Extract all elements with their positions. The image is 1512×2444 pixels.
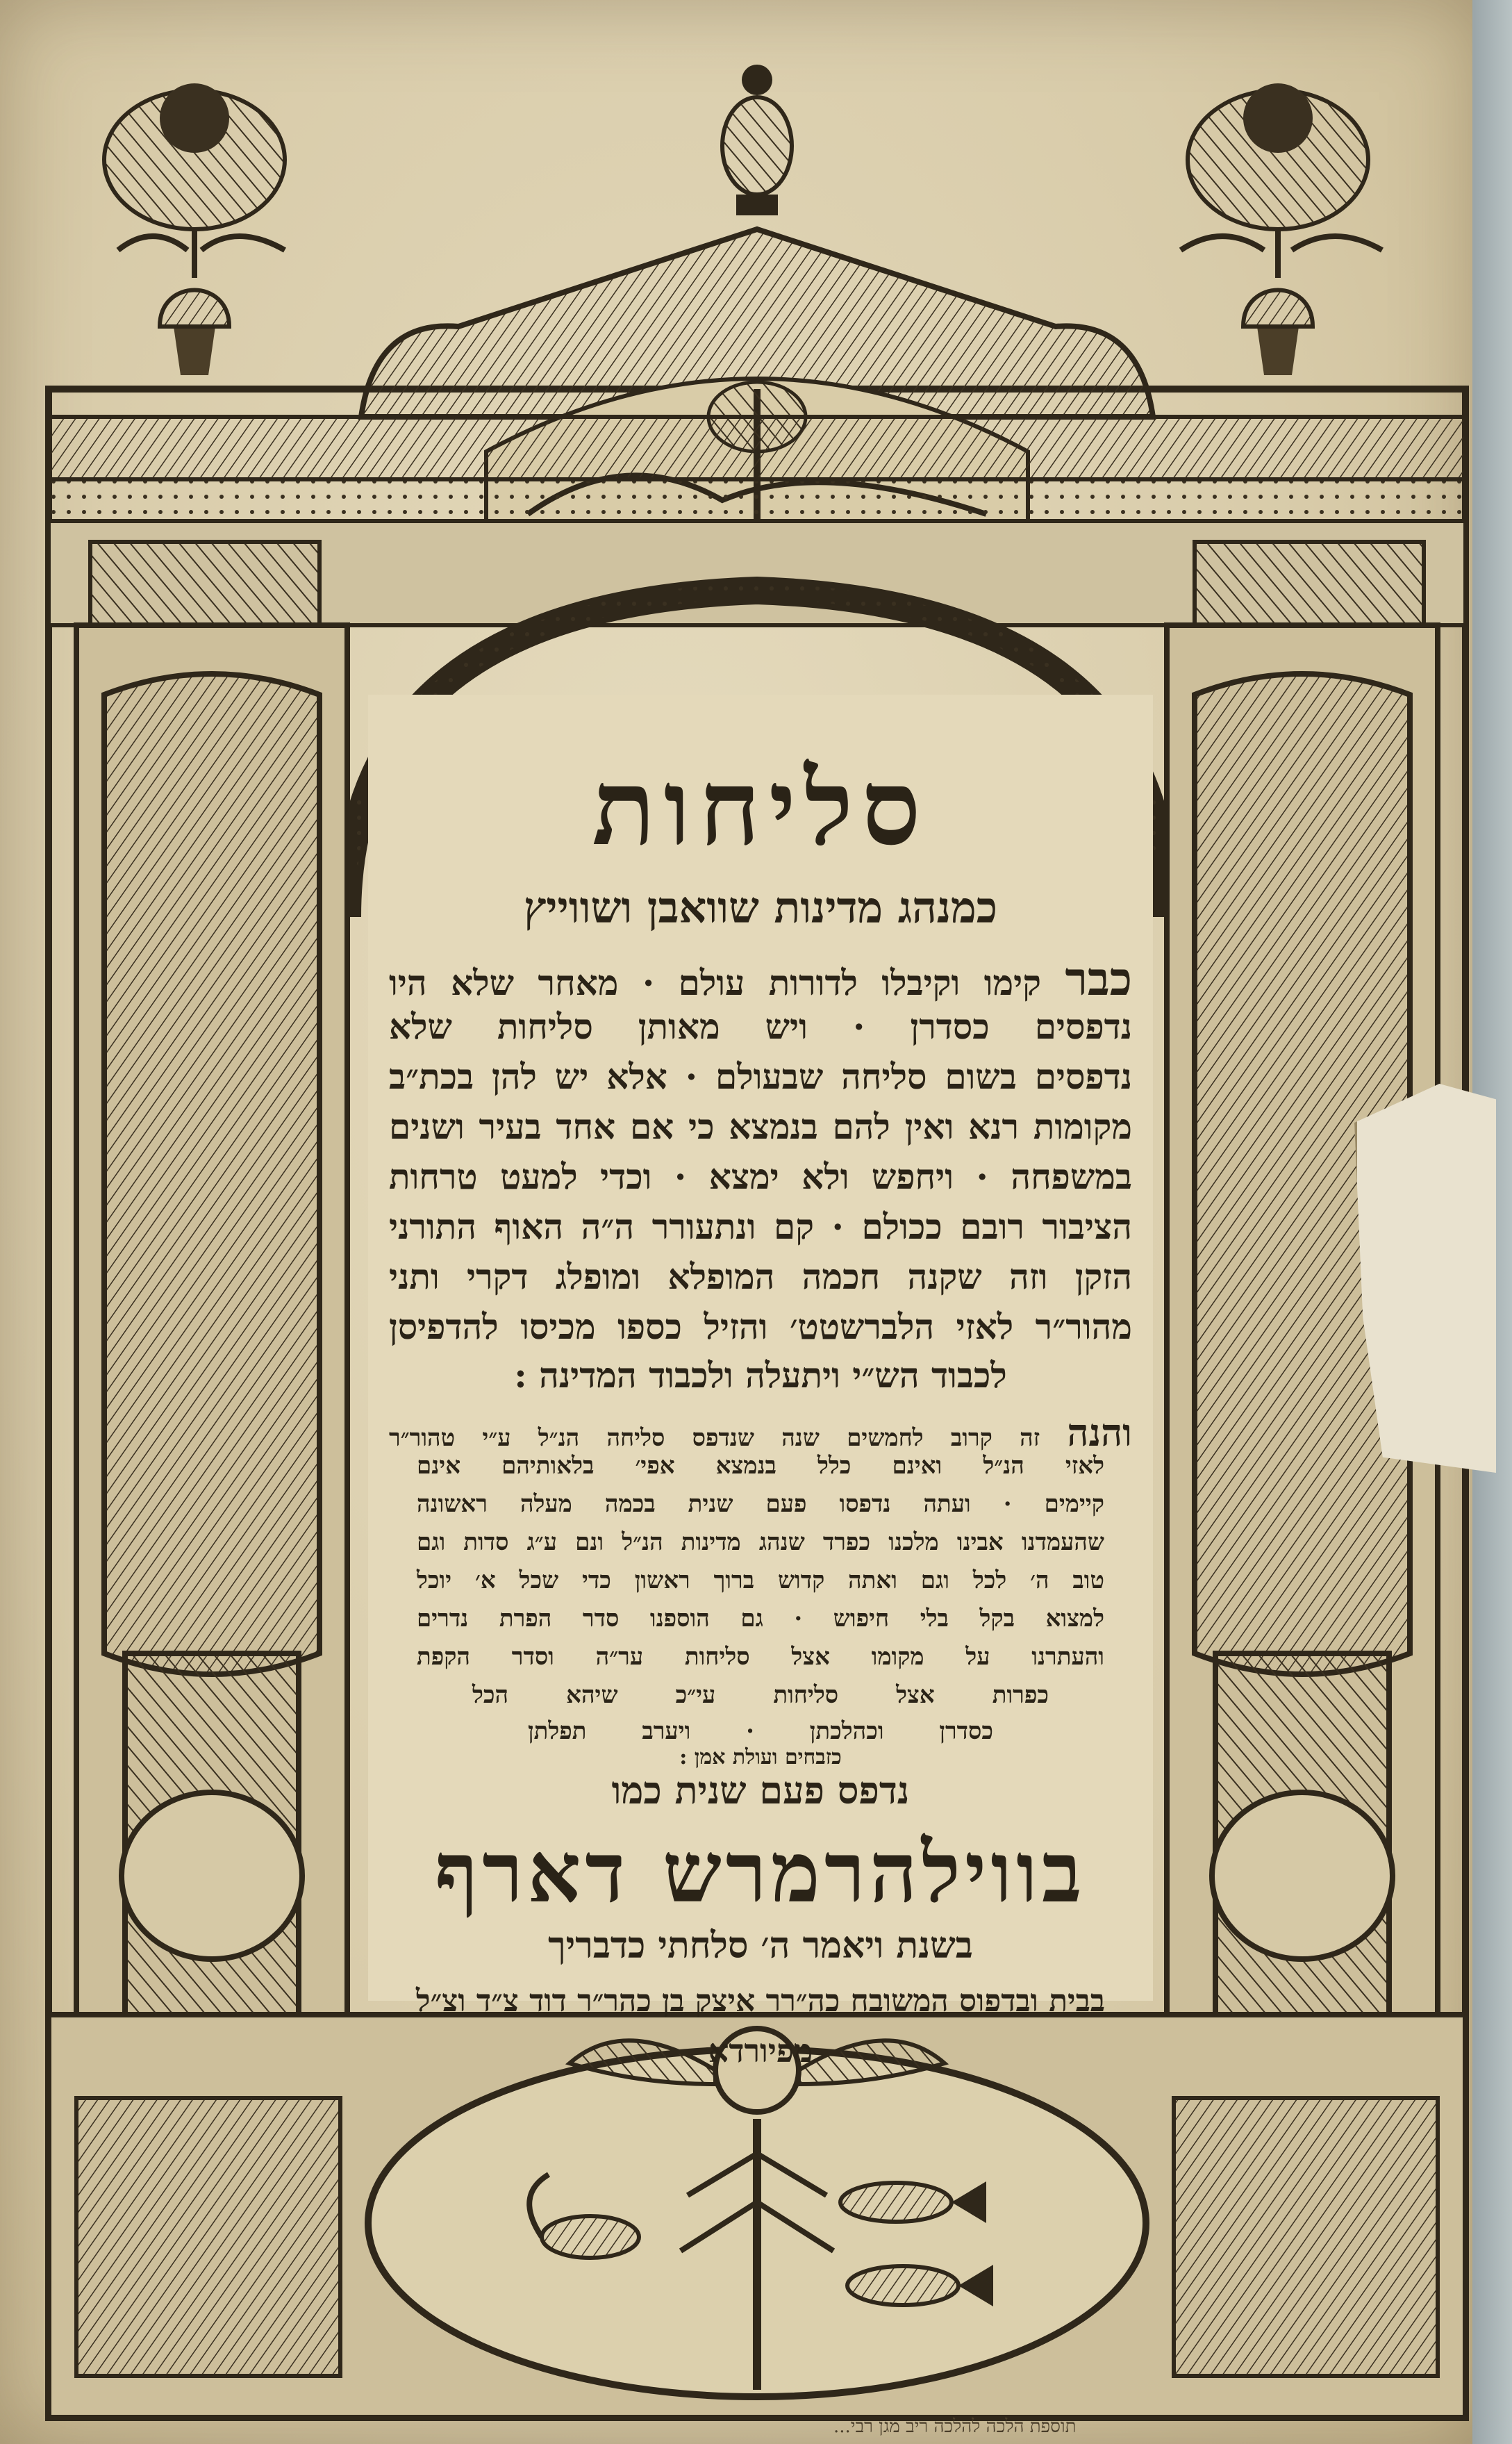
notes-line: קיימים · ועתה נדפסו פעם שנית בכמה מעלה ראשונה xyxy=(417,1490,1104,1518)
printed-again-line: נדפס פעם שנית כמו xyxy=(611,1768,910,1813)
notes-line: כפרות אצל סליחות עי״כ שיהא הכל xyxy=(472,1681,1049,1709)
notes-line xyxy=(389,1410,1132,1455)
notes-line: טוב ה׳ לכל וגם ואתה קדוש ברוך ראשון כדי שכל א׳ יוכל xyxy=(417,1567,1104,1594)
flower-vase-icon xyxy=(1181,83,1382,375)
notes-line: שהעמדנו אבינו מלכנו כפרד שנהג מדינות הנ״ל ונם ע״ג סדות וגם xyxy=(417,1528,1104,1556)
page-subtitle: כמנהג מדינות שוואבן ושווייץ xyxy=(523,882,998,933)
intro-lead-word: כבר xyxy=(1065,952,1132,1006)
intro-line: מקומות רנא ואין להם בנמצא כי אם אחד בעיר ושנים xyxy=(389,1106,1132,1147)
intro-line xyxy=(389,952,1132,1007)
notes-line: לאזי הנ״ל ואינם כלל בנמצא אפי׳ בלאותיהם אינם xyxy=(417,1452,1104,1480)
intro-line: הציבור רובם ככולם · קם ונתעורר ה״ה האוף התורני xyxy=(389,1206,1132,1247)
notes-line-text: זה קרוב לחמשים שנה שנדפס סליחה הנ״ל ע״י טהור״ר xyxy=(389,1424,1040,1452)
intro-line: במשפחה · ויחפש ולא ימצא · וכדי למעט טרחות xyxy=(389,1156,1132,1197)
intro-line-text: קימו וקיבלו לדורות עולם · מאחר שלא היו xyxy=(389,962,1042,1003)
notes-line: כזבחים ועולת אמן : xyxy=(679,1745,842,1769)
notes-line: למצוא בקל בלי חיפוש · גם הוספנו סדר הפרת נדרים xyxy=(417,1605,1104,1633)
intro-line: מהור״ר לאזי הלברשטט׳ והזיל כספו מכיסו להדפיסן xyxy=(389,1306,1132,1347)
notes-lead-word: והנה xyxy=(1067,1410,1132,1455)
year-line: בשנת ויאמר ה׳ סלחתי כדבריך xyxy=(548,1924,973,1967)
intro-line: לכבוד הש״י ויתעלה ולכבוד המדינה : xyxy=(514,1355,1007,1396)
urn-finial-icon xyxy=(722,65,792,215)
notes-line: כסדרן וכהלכתן · ויערב תפלתן xyxy=(528,1717,993,1745)
intro-line: נדפסים בשום סליחה שבעולם · אלא יש להן בכת״ב xyxy=(389,1056,1132,1097)
flower-vase-icon xyxy=(104,83,285,375)
printer-line: בבית ובדפוס המשובח כה״רר איצק בן כהר״ר דוד צ״ד וצ״ל xyxy=(416,1983,1105,2019)
intro-line: הזקן וזה שקנה חכמה המופלא ומופלג דקרי ותני xyxy=(389,1256,1132,1297)
place-line: מפיורדא xyxy=(708,2032,813,2070)
intro-line: נדפסים כסדרן · ויש מאותן סליחות שלא xyxy=(389,1006,1132,1047)
city-name: בווילהרמרש דארף xyxy=(435,1824,1086,1922)
page-title: סליחות xyxy=(592,747,929,869)
notes-line: והעתרנו על מקומו אצל סליחות ער״ה וסדר הקפת xyxy=(417,1643,1104,1671)
footer-note: תוספת הלכה להלכה ריב מגן רבי... xyxy=(833,2416,1077,2437)
